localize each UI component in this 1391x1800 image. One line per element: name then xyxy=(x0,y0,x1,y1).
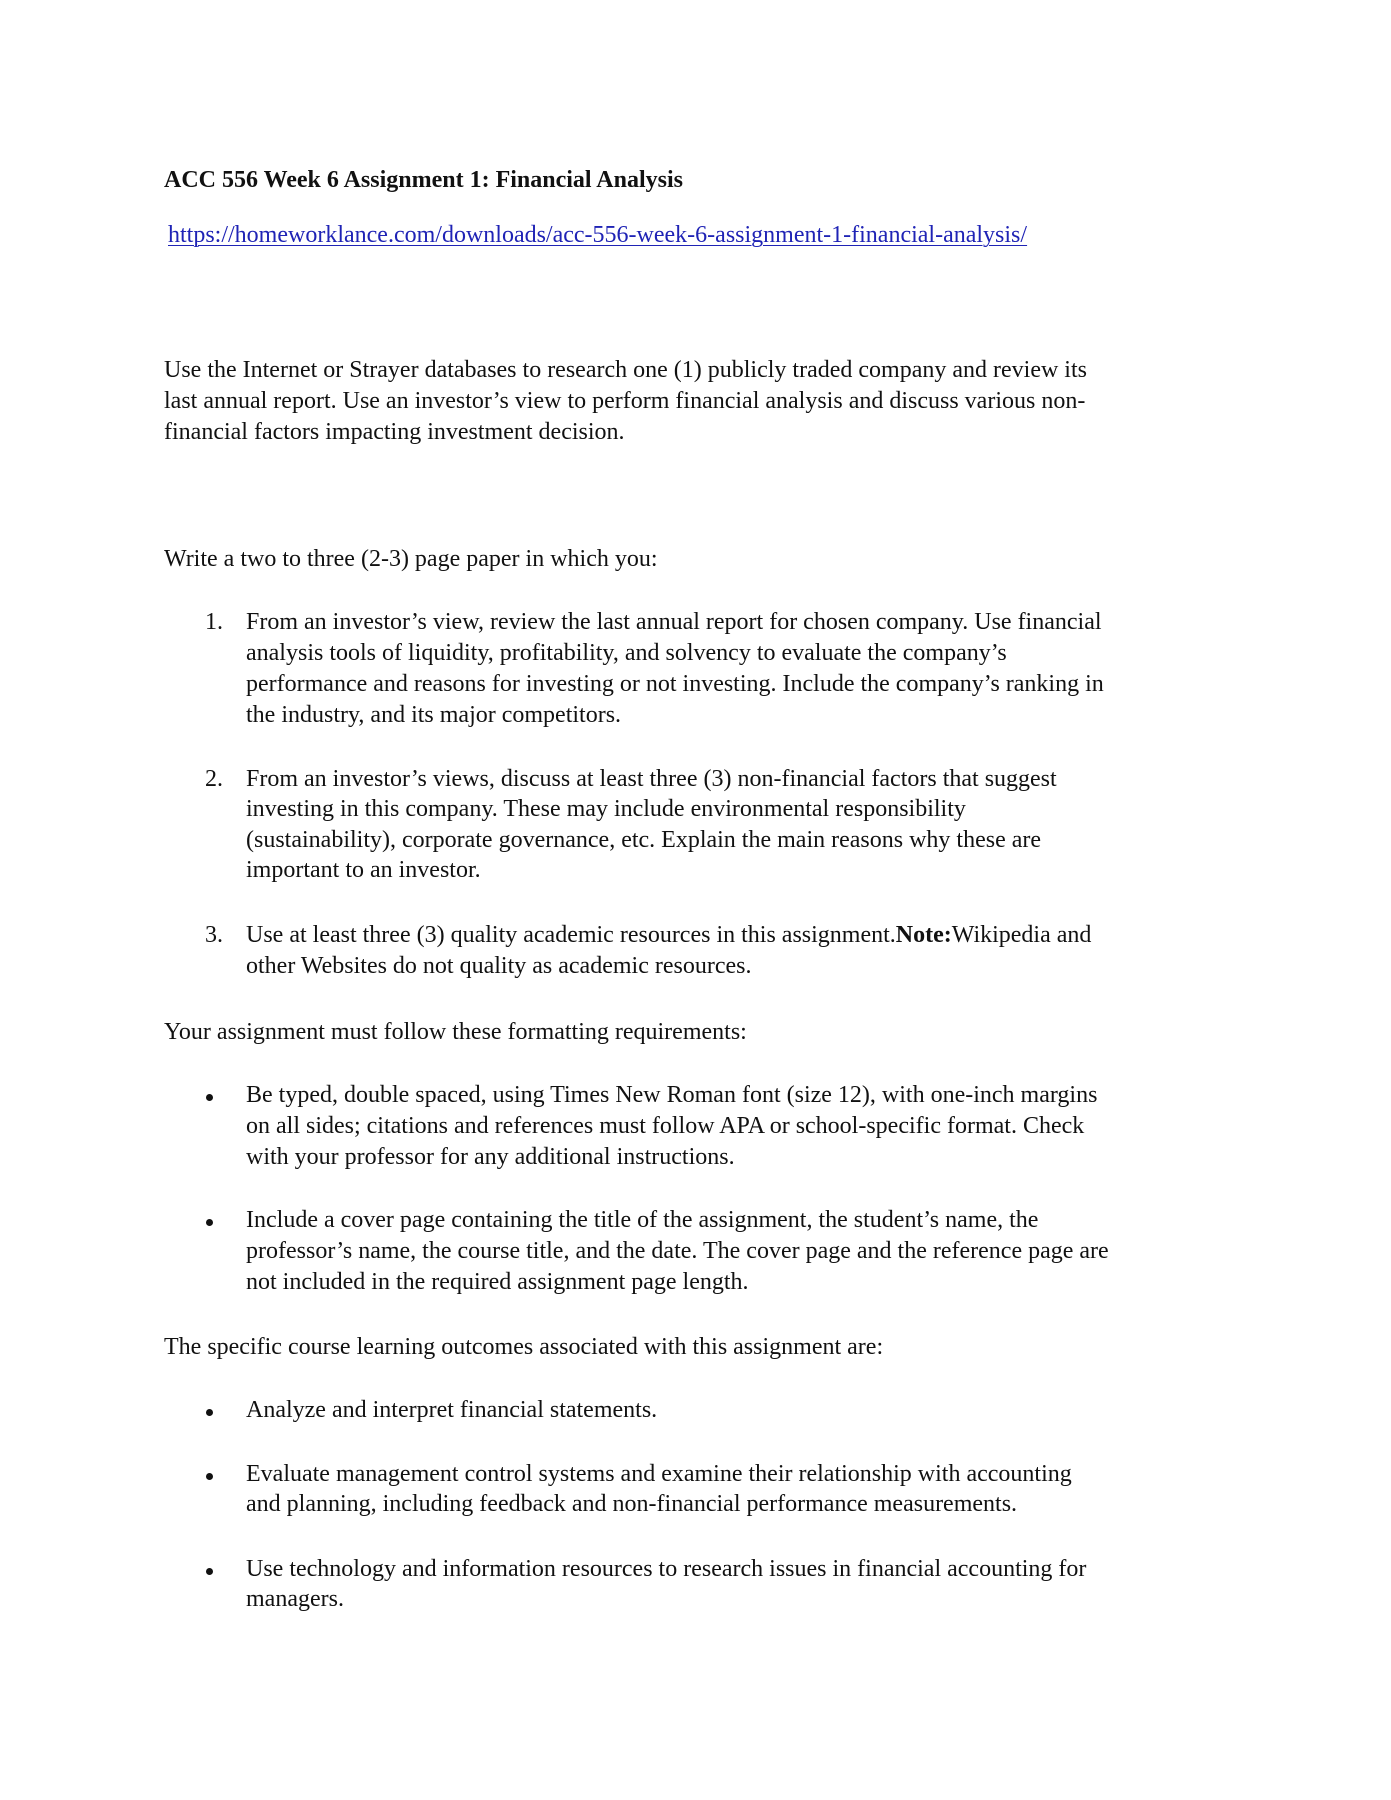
intro-line: Use the Internet or Strayer databases to research one (1) publicly traded company and review its xyxy=(164,357,1087,383)
task-line: performance and reasons for investing or not investing. Include the company’s ranking in xyxy=(246,671,1104,697)
task-heading: Write a two to three (2-3) page paper in which you: xyxy=(164,546,658,572)
task-line: (sustainability), corporate governance, etc. Explain the main reasons why these are xyxy=(246,827,1042,853)
formatting-heading: Your assignment must follow these formatting requirements: xyxy=(164,1019,747,1045)
bullet-line: Evaluate management control systems and examine their relationship with accounting xyxy=(246,1461,1072,1487)
list-number: 1. xyxy=(205,609,223,635)
bullet-line: professor’s name, the course title, and the date. The cover page and the reference page are xyxy=(246,1238,1109,1264)
bullet-icon xyxy=(206,1219,213,1226)
task-line: the industry, and its major competitors. xyxy=(246,702,622,728)
outcomes-heading: The specific course learning outcomes associated with this assignment are: xyxy=(164,1334,884,1360)
task-line: analysis tools of liquidity, profitability, and solvency to evaluate the company’s xyxy=(246,640,1007,666)
task-line: other Websites do not quality as academic resources. xyxy=(246,953,752,979)
bullet-icon xyxy=(206,1409,213,1416)
task-line: From an investor’s views, discuss at least three (3) non-financial factors that suggest xyxy=(246,766,1057,792)
bullet-line: on all sides; citations and references must follow APA or school-specific format. Check xyxy=(246,1113,1085,1139)
task-text: Use at least three (3) quality academic resources in this assignment. xyxy=(246,922,896,948)
bullet-line: Analyze and interpret financial statements. xyxy=(246,1397,658,1423)
bullet-line: managers. xyxy=(246,1586,344,1612)
bullet-icon xyxy=(206,1568,213,1575)
bullet-line: Use technology and information resources to research issues in financial accounting for xyxy=(246,1556,1087,1582)
list-number: 2. xyxy=(205,766,223,792)
document-title: ACC 556 Week 6 Assignment 1: Financial Analysis xyxy=(164,167,683,193)
bullet-line: Be typed, double spaced, using Times New Roman font (size 12), with one-inch margins xyxy=(246,1082,1098,1108)
task-line: investing in this company. These may include environmental responsibility xyxy=(246,796,966,822)
bullet-line: not included in the required assignment page length. xyxy=(246,1269,749,1295)
bullet-line: with your professor for any additional instructions. xyxy=(246,1144,735,1170)
intro-line: financial factors impacting investment decision. xyxy=(164,419,625,445)
bullet-line: and planning, including feedback and non-financial performance measurements. xyxy=(246,1491,1018,1517)
download-link[interactable]: https://homeworklance.com/downloads/acc-556-week-6-assignment-1-financial-analysis/ xyxy=(168,222,1028,248)
intro-line: last annual report. Use an investor’s view to perform financial analysis and discuss various non- xyxy=(164,388,1086,414)
bullet-line: Include a cover page containing the title of the assignment, the student’s name, the xyxy=(246,1207,1039,1233)
bullet-icon xyxy=(206,1473,213,1480)
bullet-icon xyxy=(206,1094,213,1101)
task-text: Wikipedia and xyxy=(951,922,1092,948)
task-line xyxy=(246,920,1091,951)
task-line: From an investor’s view, review the last annual report for chosen company. Use financial xyxy=(246,609,1102,635)
note-label: Note: xyxy=(895,922,952,948)
task-line: important to an investor. xyxy=(246,857,481,883)
list-number: 3. xyxy=(205,922,223,948)
